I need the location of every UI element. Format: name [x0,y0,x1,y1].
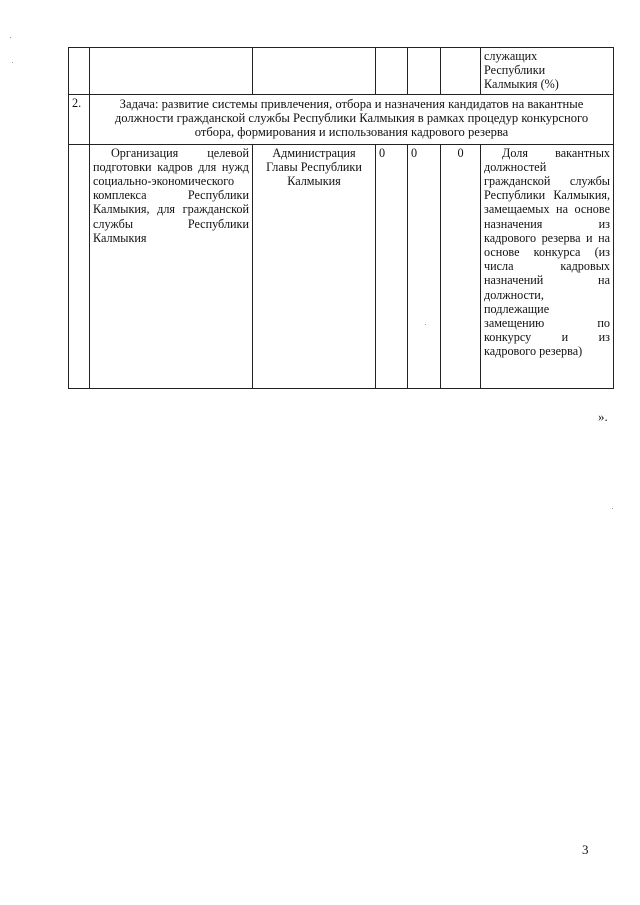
scan-speck [12,62,13,63]
section-task [90,95,614,145]
cell-executor-empty [253,48,376,95]
table-row-measure [69,144,614,388]
executor-text: Администрация Главы Республики Калмыкия [253,144,376,388]
cell-indicator-tail [481,48,614,95]
value-3: 0 [441,144,481,388]
closing-quote: ». [598,409,608,424]
indicator-tail-text: служащих Республики Калмыкия (%) [484,49,559,92]
section-number: 2. [69,95,90,145]
cell-number-empty [69,48,90,95]
value-2: 0 [408,144,441,388]
scan-speck [612,508,613,509]
cell-measure-empty [90,48,253,95]
value-1: 0 [376,144,408,388]
cell-number-empty [69,144,90,388]
scan-speck [425,324,426,325]
page-number: 3 [582,842,589,857]
table-row-section [69,95,614,145]
section-task-text: Задача: развитие системы привлечения, отбора и назначения кандидатов на вакантные должности гражданской службы Республики Калмыкия в рамках процедур конкурсного отбора, формирования и использования кадрового резерва [114,97,589,140]
cell-value-3-empty [441,48,481,95]
indicator-text: Доля вакантных должностей гражданской службы Республики Калмыкия, замещаемых на основе назначения из кадрового резерва и на основе конкурса (из числа кадровых назначений на должности, подлежащие замещению по конкурсу и из кадрового резерва) [481,144,614,388]
table-row-previous [69,48,614,95]
scan-speck [10,37,11,38]
cell-value-1-empty [376,48,408,95]
program-table [68,47,614,389]
measure-text: Организация целевой подготовки кадров для нужд социально-экономического комплекса Республики Калмыкия, для гражданской службы Республики Калмыкия [90,144,253,388]
cell-value-2-empty [408,48,441,95]
